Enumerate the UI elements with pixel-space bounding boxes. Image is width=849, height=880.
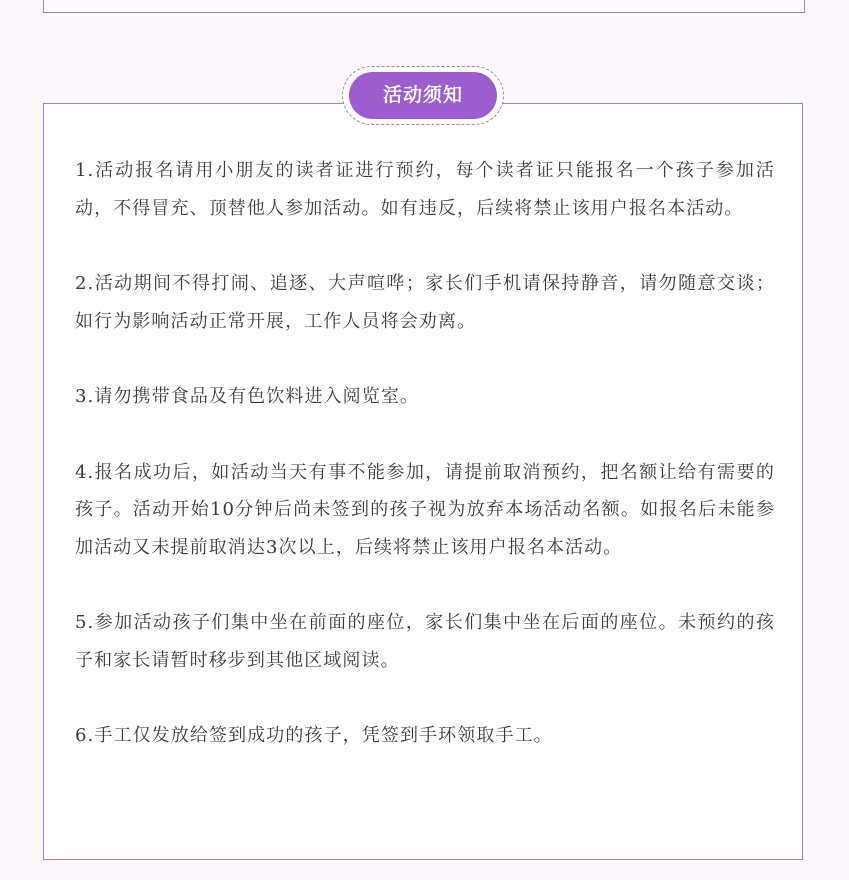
section-title-badge — [342, 66, 504, 125]
previous-section-box — [43, 0, 805, 13]
notice-item-2: 2.活动期间不得打闹、追逐、大声喧哗；家长们手机请保持静音，请勿随意交谈；如行为影响活动正常开展，工作人员将会劝离。 — [75, 273, 775, 332]
section-title: 活动须知 — [349, 72, 497, 119]
notice-item-5: 5.参加活动孩子们集中坐在前面的座位，家长们集中坐在后面的座位。未预约的孩子和家长请暂时移步到其他区域阅读。 — [75, 612, 775, 671]
notice-item-6: 6.手工仅发放给签到成功的孩子，凭签到手环领取手工。 — [75, 725, 553, 746]
notice-item-4: 4.报名成功后，如活动当天有事不能参加，请提前取消预约，把名额让给有需要的孩子。活动开始10分钟后尚未签到的孩子视为放弃本场活动名额。如报名后未能参加活动又未提前取消达3次以上，后续将禁止该用户报名本活动。 — [75, 461, 775, 558]
notice-item-3: 3.请勿携带食品及有色饮料进入阅览室。 — [75, 386, 420, 407]
notice-content — [75, 152, 775, 793]
notice-item-1: 1.活动报名请用小朋友的读者证进行预约，每个读者证只能报名一个孩子参加活动，不得冒充、顶替他人参加活动。如有违反，后续将禁止该用户报名本活动。 — [75, 160, 775, 219]
